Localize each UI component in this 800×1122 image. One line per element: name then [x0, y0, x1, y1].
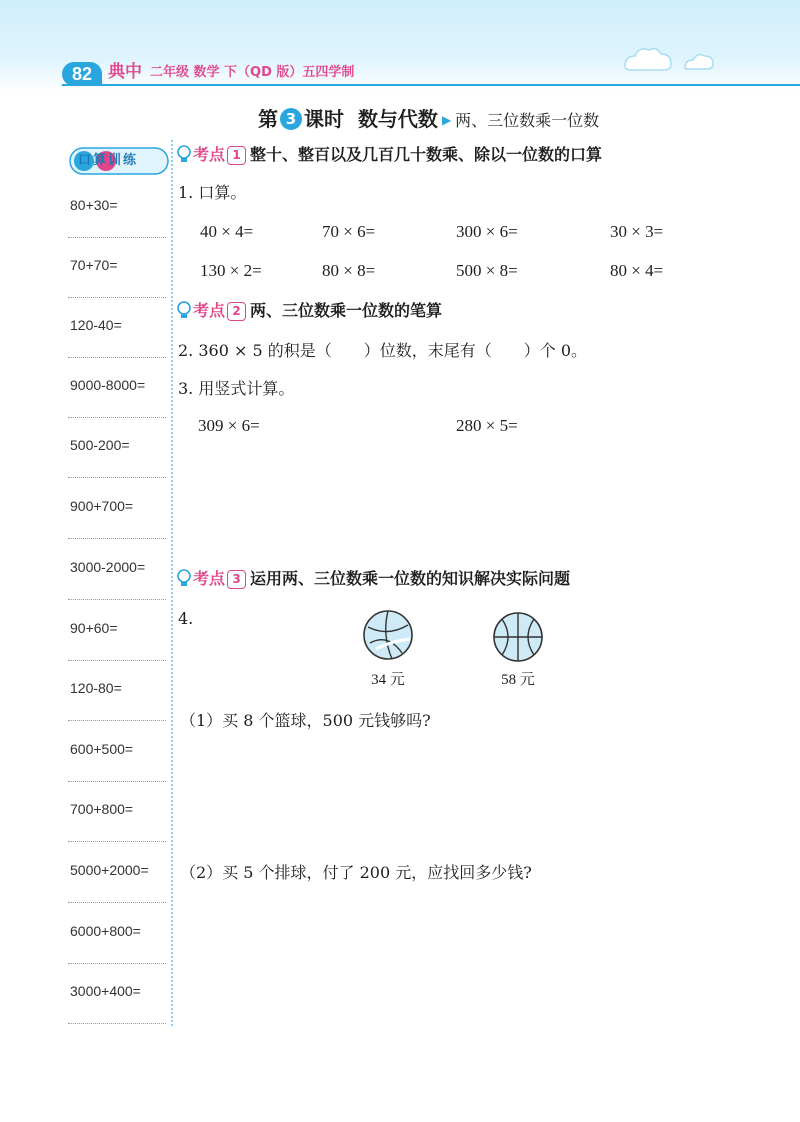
sidebar-divider [171, 140, 173, 1026]
volleyball-price: 34 元 [371, 672, 405, 688]
oral-item: 120-80= [68, 661, 166, 721]
triangle-icon: ▶ [441, 113, 452, 127]
basketball-price: 58 元 [501, 672, 535, 688]
book-title: 二年级 数学 下（QD 版）五四学制 [150, 65, 355, 80]
oral-item: 600+500= [68, 722, 166, 782]
lesson-title [258, 104, 599, 134]
page-number: 82 [62, 62, 102, 86]
section-title: 两、三位数乘一位数的笔算 [250, 301, 443, 320]
question-4-label: 4. [178, 609, 194, 628]
oral-item: 3000-2000= [68, 540, 166, 600]
calc-item: 500 × 8= [456, 261, 518, 280]
section-tag: 考点 [193, 145, 226, 164]
calc-item: 70 × 6= [322, 222, 376, 241]
section-number: 3 [227, 570, 246, 589]
calc-item: 300 × 6= [456, 222, 518, 241]
oral-training-logo-text: 口算训练 [78, 153, 139, 168]
section-tag: 考点 [193, 569, 226, 588]
oral-item: 9000-8000= [68, 358, 166, 418]
oral-item: 500-200= [68, 418, 166, 478]
calc-item: 309 × 6= [198, 416, 260, 435]
question-4-part-1: （1）买 8 个篮球，500 元钱够吗? [180, 711, 431, 730]
brand-logo: 典中 [108, 62, 142, 82]
oral-item: 80+30= [68, 178, 166, 238]
question-4-part-2: （2）买 5 个排球，付了 200 元，应找回多少钱? [180, 863, 532, 882]
oral-item: 900+700= [68, 479, 166, 539]
basketball-icon [492, 611, 544, 663]
section-number: 1 [227, 146, 246, 165]
calc-item: 280 × 5= [456, 416, 518, 435]
lesson-subtitle: 两、三位数乘一位数 [455, 111, 600, 130]
lightbulb-icon [176, 144, 192, 164]
question-3-label: 3. 用竖式计算。 [178, 379, 295, 398]
calc-item: 130 × 2= [200, 261, 262, 280]
section-header-3 [176, 566, 570, 592]
lesson-prefix: 第 [258, 107, 278, 131]
section-number: 2 [227, 302, 246, 321]
section-header-1 [176, 142, 602, 168]
section-title: 整十、整百以及几百几十数乘、除以一位数的口算 [250, 145, 603, 164]
oral-item: 120-40= [68, 298, 166, 358]
calc-item: 40 × 4= [200, 222, 254, 241]
calc-item: 30 × 3= [610, 222, 664, 241]
question-2-label: 2. 360 × 5 的积是（ ）位数，末尾有（ ）个 0。 [178, 341, 588, 360]
calc-item: 80 × 8= [322, 261, 376, 280]
lesson-topic: 数与代数 [357, 107, 438, 131]
lesson-number: 3 [280, 108, 302, 130]
oral-item: 6000+800= [68, 904, 166, 964]
oral-item: 700+800= [68, 782, 166, 842]
oral-item: 90+60= [68, 601, 166, 661]
volleyball-icon [362, 609, 414, 661]
section-header-2 [176, 298, 442, 324]
oral-item: 70+70= [68, 238, 166, 298]
lightbulb-icon [176, 568, 192, 588]
header-rule [62, 84, 800, 86]
oral-item: 5000+2000= [68, 843, 166, 903]
cloud-icon [615, 38, 725, 78]
section-title: 运用两、三位数乘一位数的知识解决实际问题 [250, 569, 571, 588]
question-1-label: 1. 口算。 [178, 183, 247, 202]
lesson-suffix: 课时 [304, 107, 344, 131]
lightbulb-icon [176, 300, 192, 320]
section-tag: 考点 [193, 301, 226, 320]
calc-item: 80 × 4= [610, 261, 664, 280]
oral-item: 3000+400= [68, 964, 166, 1024]
